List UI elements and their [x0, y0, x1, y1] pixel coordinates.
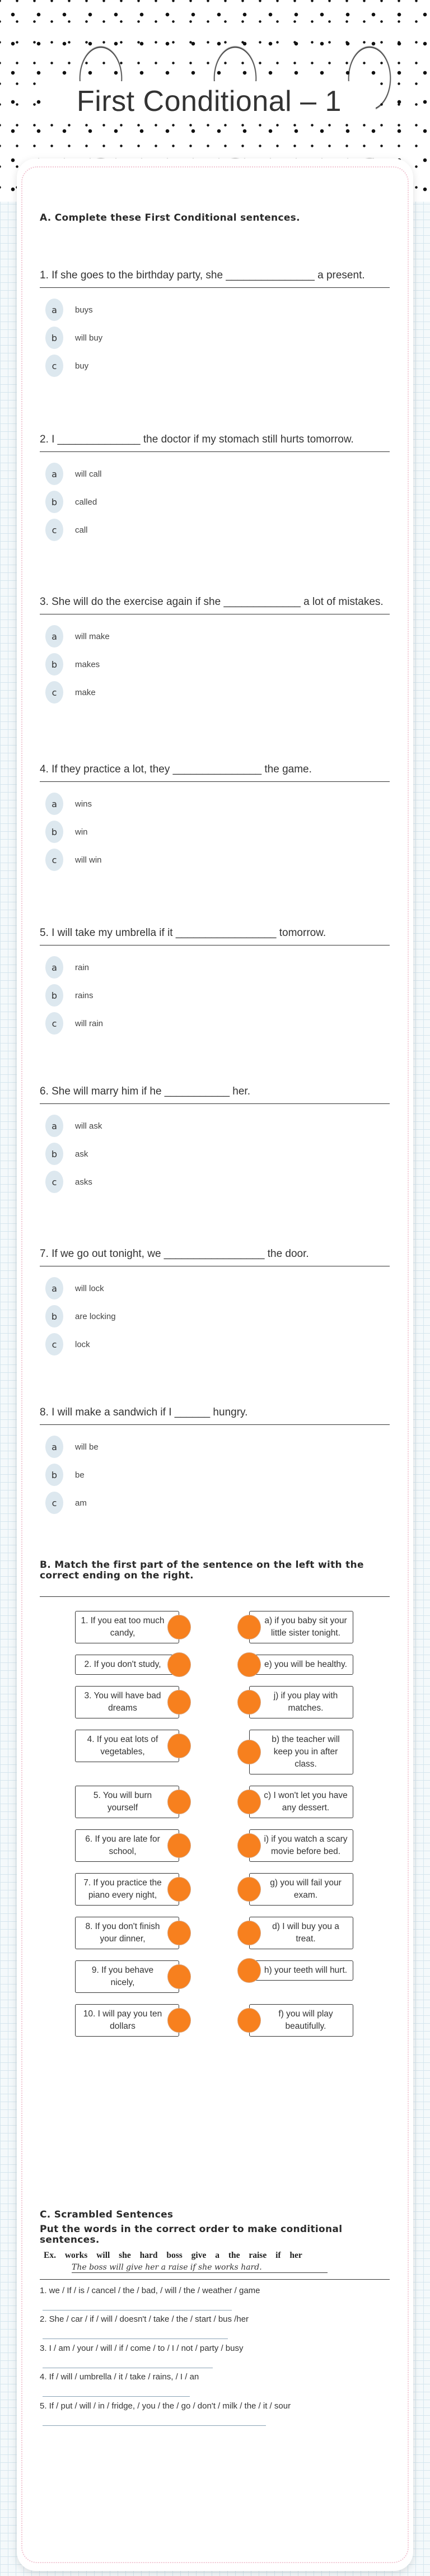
question-block: [40, 268, 390, 380]
option-letter-badge: a: [45, 956, 63, 979]
option-a[interactable]: [40, 790, 390, 818]
option-label: will make: [75, 631, 110, 641]
option-a[interactable]: [40, 622, 390, 650]
option-c[interactable]: [40, 678, 390, 706]
match-right-box: [249, 1960, 353, 1981]
option-letter-badge: c: [45, 681, 63, 704]
option-label: ask: [75, 1149, 88, 1159]
match-right-connector[interactable]: [237, 1740, 261, 1764]
match-left-box: [75, 1730, 179, 1762]
divider: [40, 287, 390, 288]
option-label: are locking: [75, 1311, 116, 1321]
title-band: [43, 81, 376, 122]
answer-line[interactable]: [43, 2310, 232, 2311]
match-right-connector[interactable]: [237, 1958, 261, 1983]
option-b[interactable]: [40, 488, 390, 516]
match-left-item: 6. If you are late for school,: [85, 1834, 160, 1856]
option-label: will be: [75, 1442, 99, 1452]
option-label: makes: [75, 659, 100, 669]
match-row: [40, 1611, 390, 1643]
match-right-item: f) you will play beautifully.: [278, 2009, 333, 2031]
options-list: [40, 1274, 390, 1358]
option-letter-badge: a: [45, 793, 63, 815]
question-text: 7. If we go out tonight, we _________________ the door.: [40, 1248, 309, 1260]
match-right-item: d) I will buy you a treat.: [272, 1922, 339, 1944]
match-right-item: j) if you play with matches.: [273, 1691, 338, 1713]
match-left-box: [75, 1829, 179, 1862]
match-right-connector[interactable]: [237, 1652, 261, 1677]
match-left-box: [75, 1960, 179, 1993]
match-left-connector[interactable]: [167, 2008, 191, 2033]
divider: [40, 1596, 390, 1597]
match-right-box: [249, 1829, 353, 1862]
page-title: First Conditional – 1: [77, 85, 342, 118]
option-b[interactable]: [40, 818, 390, 846]
match-left-item: 8. If you don't finish your dinner,: [85, 1922, 160, 1944]
option-letter-badge: b: [45, 327, 63, 349]
option-label: win: [75, 827, 88, 837]
options-list: [40, 953, 390, 1037]
match-left-item: 1. If you eat too much candy,: [81, 1616, 165, 1638]
scrambled-sentence: 5. If / put / will / in / fridge, / you / the / go / don't / milk / the / it / sour: [40, 2401, 291, 2411]
example-words: Ex. works will she hard boss give a the raise if her: [44, 2251, 302, 2260]
option-letter-badge: c: [45, 849, 63, 871]
option-b[interactable]: [40, 1302, 390, 1330]
option-letter-badge: c: [45, 1171, 63, 1193]
question-block: [40, 925, 390, 1037]
question-block: [40, 1405, 390, 1517]
option-a[interactable]: [40, 1274, 390, 1302]
match-right-item: i) if you watch a scary movie before bed.: [264, 1834, 348, 1856]
option-label: call: [75, 525, 88, 535]
section-b-heading: B. Match the first part of the sentence on the left with the correct ending on the right.: [40, 1559, 364, 1581]
match-right-item: e) you will be healthy.: [264, 1660, 347, 1669]
option-label: will lock: [75, 1283, 104, 1293]
match-left-connector[interactable]: [167, 1790, 191, 1814]
option-label: am: [75, 1498, 87, 1508]
match-left-connector[interactable]: [167, 1964, 191, 1989]
match-left-box: [75, 1655, 179, 1675]
match-left-box: [75, 1873, 179, 1906]
question-text: 1. If she goes to the birthday party, she _______________ a present.: [40, 269, 365, 281]
match-right-box: [249, 1611, 353, 1643]
option-a[interactable]: [40, 1433, 390, 1461]
option-letter-badge: c: [45, 355, 63, 377]
option-letter-badge: b: [45, 653, 63, 676]
match-row: [40, 1730, 390, 1774]
match-left-connector[interactable]: [167, 1921, 191, 1945]
option-label: called: [75, 497, 97, 507]
option-label: wins: [75, 799, 92, 809]
question-block: [40, 1084, 390, 1196]
divider: [40, 1424, 390, 1425]
option-b[interactable]: [40, 324, 390, 352]
match-right-connector[interactable]: [237, 1921, 261, 1945]
match-left-box: [75, 1786, 179, 1818]
divider: [40, 451, 390, 452]
option-label: will win: [75, 855, 102, 865]
match-row: [40, 1829, 390, 1862]
option-c[interactable]: [40, 1330, 390, 1358]
option-c[interactable]: [40, 516, 390, 544]
match-right-box: [249, 1786, 353, 1818]
match-left-item: 5. You will burn yourself: [93, 1791, 152, 1813]
answer-line[interactable]: [43, 2396, 190, 2397]
option-a[interactable]: [40, 953, 390, 981]
section-c-heading: C. Scrambled Sentences: [40, 2209, 174, 2220]
match-left-box: [75, 1917, 179, 1949]
match-right-connector[interactable]: [237, 1877, 261, 1902]
option-label: buys: [75, 305, 93, 315]
match-row: [40, 1960, 390, 1993]
question-block: [40, 1246, 390, 1358]
match-left-connector[interactable]: [167, 1615, 191, 1639]
option-label: will call: [75, 469, 102, 479]
option-letter-badge: a: [45, 1277, 63, 1299]
question-text: 3. She will do the exercise again if she _____________ a lot of mistakes.: [40, 596, 384, 608]
answer-line[interactable]: [43, 2425, 266, 2426]
question-text: 6. She will marry him if he ___________ her.: [40, 1086, 250, 1097]
options-list: [40, 790, 390, 874]
option-b[interactable]: [40, 981, 390, 1009]
match-left-connector[interactable]: [167, 1833, 191, 1858]
option-letter-badge: a: [45, 1436, 63, 1458]
question-text: 5. I will take my umbrella if it _________________ tomorrow.: [40, 927, 326, 939]
match-right-item: a) if you baby sit your little sister tonight.: [264, 1616, 347, 1638]
match-right-box: [249, 1873, 353, 1906]
match-right-item: h) your teeth will hurt.: [264, 1965, 348, 1975]
match-row: [40, 2004, 390, 2037]
options-list: [40, 1112, 390, 1196]
match-left-item: 4. If you eat lots of vegetables,: [87, 1735, 158, 1757]
option-letter-badge: c: [45, 1333, 63, 1355]
option-a[interactable]: [40, 1112, 390, 1140]
match-left-connector[interactable]: [167, 1734, 191, 1758]
example-answer: The boss will give her a raise if she works hard.: [72, 2262, 328, 2273]
scrambled-sentence: 2. She / car / if / will / doesn't / take / the / start / bus /her: [40, 2314, 249, 2324]
option-label: be: [75, 1470, 85, 1480]
option-letter-badge: a: [45, 625, 63, 648]
option-label: will ask: [75, 1121, 102, 1131]
match-right-box: [249, 2004, 353, 2037]
match-right-box: [249, 1730, 353, 1774]
options-list: [40, 296, 390, 380]
option-b[interactable]: [40, 1461, 390, 1489]
option-letter-badge: b: [45, 1143, 63, 1165]
match-right-connector[interactable]: [237, 1790, 261, 1814]
match-right-connector[interactable]: [237, 2008, 261, 2033]
option-a[interactable]: [40, 460, 390, 488]
option-letter-badge: a: [45, 299, 63, 321]
option-letter-badge: a: [45, 1115, 63, 1137]
match-left-connector[interactable]: [167, 1877, 191, 1902]
section-a-heading: A. Complete these First Conditional sentences.: [40, 212, 300, 223]
option-a[interactable]: [40, 296, 390, 324]
match-right-item: b) the teacher will keep you in after class.: [272, 1735, 340, 1769]
match-left-connector[interactable]: [167, 1690, 191, 1715]
matching-list: [40, 1611, 390, 2048]
match-right-item: g) you will fail your exam.: [270, 1878, 342, 1900]
worksheet-card: [17, 159, 413, 2571]
match-right-box: [249, 1917, 353, 1949]
match-row: [40, 1873, 390, 1906]
question-block: [40, 432, 390, 544]
match-row: [40, 1655, 390, 1675]
match-left-item: 3. You will have bad dreams: [84, 1691, 161, 1713]
question-block: [40, 762, 390, 874]
option-c[interactable]: [40, 846, 390, 874]
option-c[interactable]: [40, 352, 390, 380]
option-c[interactable]: [40, 1168, 390, 1196]
options-list: [40, 460, 390, 544]
match-right-connector[interactable]: [237, 1690, 261, 1715]
match-right-connector[interactable]: [237, 1615, 261, 1639]
option-letter-badge: b: [45, 491, 63, 513]
options-list: [40, 1433, 390, 1517]
option-label: asks: [75, 1177, 92, 1187]
divider: [40, 781, 390, 782]
options-list: [40, 622, 390, 706]
option-letter-badge: a: [45, 463, 63, 485]
scrambled-sentence: 3. I / am / your / will / if / come / to / I / not / party / busy: [40, 2344, 244, 2353]
match-row: [40, 1786, 390, 1818]
question-block: [40, 594, 390, 706]
match-left-box: [75, 1686, 179, 1718]
section-c-instructions: Put the words in the correct order to make conditional sentences.: [40, 2224, 343, 2246]
divider: [40, 1103, 390, 1104]
option-c[interactable]: [40, 1489, 390, 1517]
option-label: rains: [75, 990, 94, 1000]
match-left-item: 2. If you don't study,: [84, 1660, 161, 1669]
option-letter-badge: c: [45, 1492, 63, 1514]
match-right-connector[interactable]: [237, 1833, 261, 1858]
divider: [40, 2279, 390, 2280]
match-row: [40, 1686, 390, 1718]
match-left-item: 7. If you practice the piano every night,: [83, 1878, 162, 1900]
question-text: 4. If they practice a lot, they _______________ the game.: [40, 763, 312, 775]
scrambled-sentence: 1. we / If / is / cancel / the / bad, / will / the / weather / game: [40, 2286, 260, 2295]
match-row: [40, 1917, 390, 1949]
match-left-connector[interactable]: [167, 1652, 191, 1677]
option-label: buy: [75, 361, 89, 371]
option-label: rain: [75, 962, 90, 972]
match-right-item: c) I won't let you have any dessert.: [264, 1791, 348, 1813]
option-label: lock: [75, 1339, 90, 1349]
option-b[interactable]: [40, 1140, 390, 1168]
option-label: will buy: [75, 333, 103, 343]
match-left-box: [75, 2004, 179, 2037]
option-letter-badge: c: [45, 1012, 63, 1035]
option-letter-badge: c: [45, 519, 63, 541]
question-text: 2. I ______________ the doctor if my stomach still hurts tomorrow.: [40, 434, 354, 445]
option-b[interactable]: [40, 650, 390, 678]
match-left-item: 9. If you behave nicely,: [91, 1965, 154, 1987]
option-letter-badge: b: [45, 1305, 63, 1327]
scrambled-sentence: 4. If / will / umbrella / it / take / rains, / I / an: [40, 2372, 199, 2382]
match-left-box: [75, 1611, 179, 1643]
question-text: 8. I will make a sandwich if I ______ hungry.: [40, 1406, 248, 1418]
option-label: make: [75, 687, 96, 697]
match-right-box: [249, 1655, 353, 1675]
option-letter-badge: b: [45, 1464, 63, 1486]
option-c[interactable]: [40, 1009, 390, 1037]
option-label: will rain: [75, 1018, 104, 1028]
option-letter-badge: b: [45, 821, 63, 843]
option-letter-badge: b: [45, 984, 63, 1007]
match-right-box: [249, 1686, 353, 1718]
match-left-item: 10. I will pay you ten dollars: [83, 2009, 162, 2031]
